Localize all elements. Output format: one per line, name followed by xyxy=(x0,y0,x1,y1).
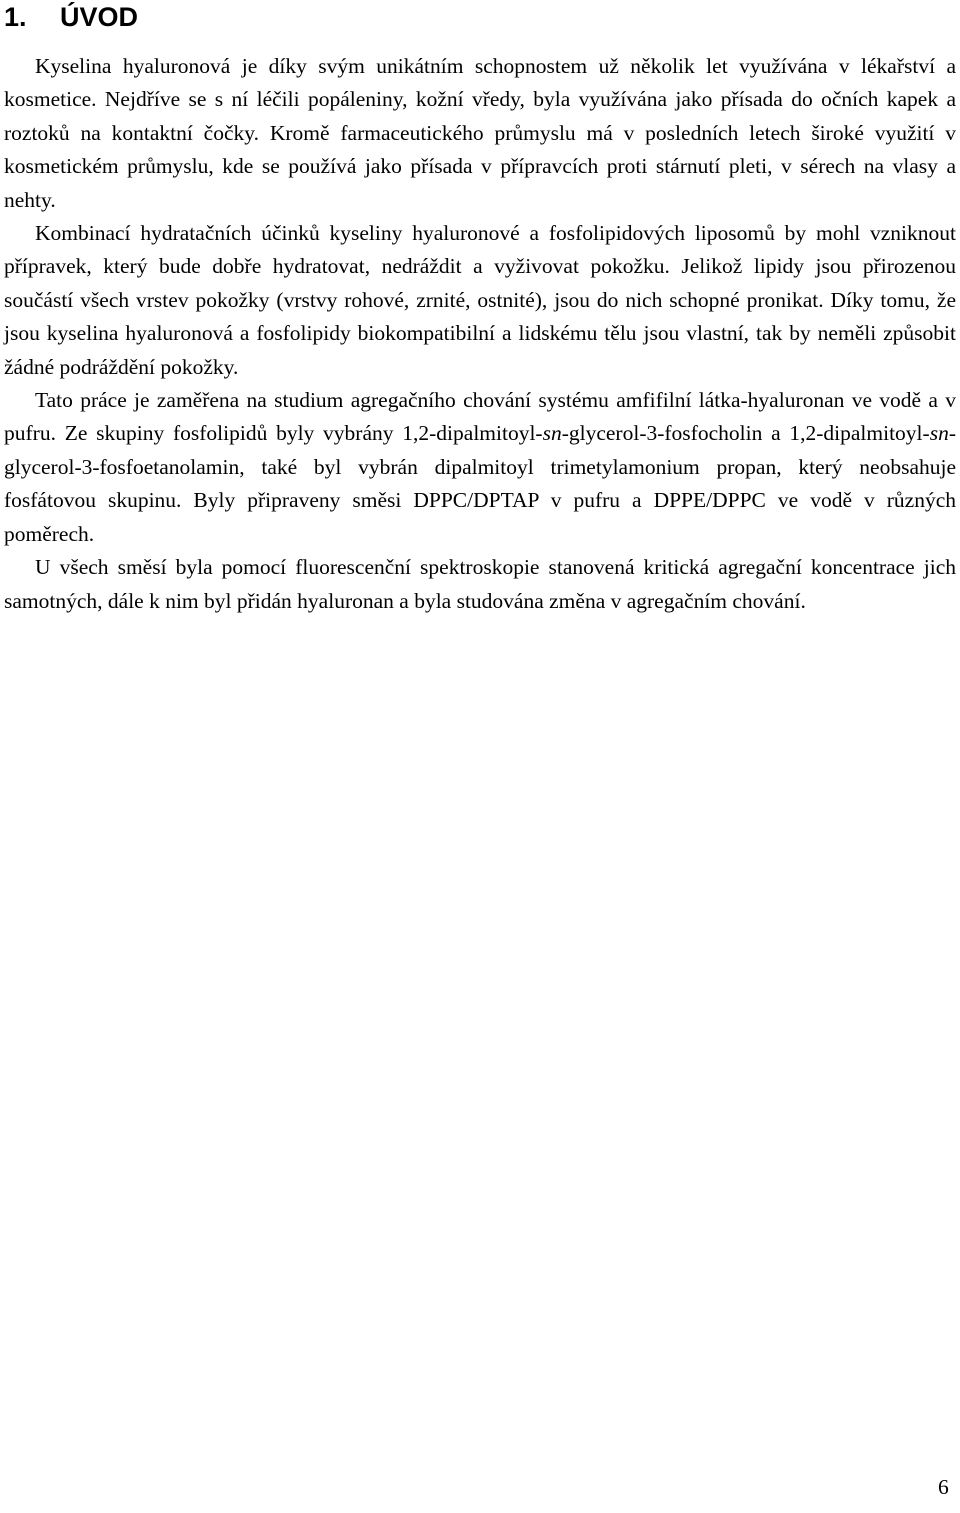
paragraph-text: Kyselina hyaluronová je díky svým unikátním schopnostem už několik let využívána v lékařství a kosmetice. Nejdříve se s ní léčili popáleniny, kožní vředy, byla využívána jako přísada do očních kapek a roztoků na kontaktní čočky. Kromě farmaceutického průmyslu má v posledních letech široké využití v kosmetickém průmyslu, kde se používá jako přísada v přípravcích proti stárnutí pleti, v sérech na vlasy a nehty. xyxy=(4,54,956,212)
paragraph-text: -glycerol-3-fosfocholin a 1,2-dipalmitoyl- xyxy=(561,421,930,446)
paragraph-text: Kombinací hydratačních účinků kyseliny hyaluronové a fosfolipidových liposomů by mohl vzniknout přípravek, který bude dobře hydratovat, nedráždit a vyživovat pokožku. Jelikož lipidy jsou přirozenou součástí všech vrstev pokožky (vrstvy rohové, zrnité, ostnité), jsou do nich schopné pronikat. Díky tomu, že jsou kyselina hyaluronová a fosfolipidy biokompatibilní a lidskému tělu jsou vlastní, tak by neměli způsobit žádné podráždění pokožky. xyxy=(4,221,956,379)
section-heading xyxy=(4,0,138,34)
section-title: ÚVOD xyxy=(60,2,139,32)
page-number: 6 xyxy=(938,1475,949,1499)
body-text xyxy=(4,50,956,618)
paragraph-text: U všech směsí byla pomocí fluorescenční spektroskopie stanovená kritická agregační koncentrace jich samotných, dále k nim byl přidán hyaluronan a byla studována změna v agregačním chování. xyxy=(4,555,956,613)
italic-prefix: sn xyxy=(542,421,562,446)
paragraph-text: -glycerol-3-fosfoetanolamin, také byl vybrán dipalmitoyl trimetylamonium propan, který neobsahuje fosfátovou skupinu. Byly připraveny směsi DPPC/DPTAP v pufru a DPPE/DPPC ve vodě v různých poměrech. xyxy=(4,421,956,546)
paragraph xyxy=(4,217,956,384)
section-number: 1. xyxy=(4,2,27,32)
paragraph xyxy=(4,384,956,551)
paragraph xyxy=(4,551,956,618)
italic-prefix: sn xyxy=(929,421,949,446)
paragraph-text: Tato práce je zaměřena na studium agregačního chování systému amfifilní látka-hyaluronan ve vodě a v pufru. Ze skupiny fosfolipidů byly vybrány 1,2-dipalmitoyl- xyxy=(4,388,956,446)
paragraph xyxy=(4,50,956,217)
